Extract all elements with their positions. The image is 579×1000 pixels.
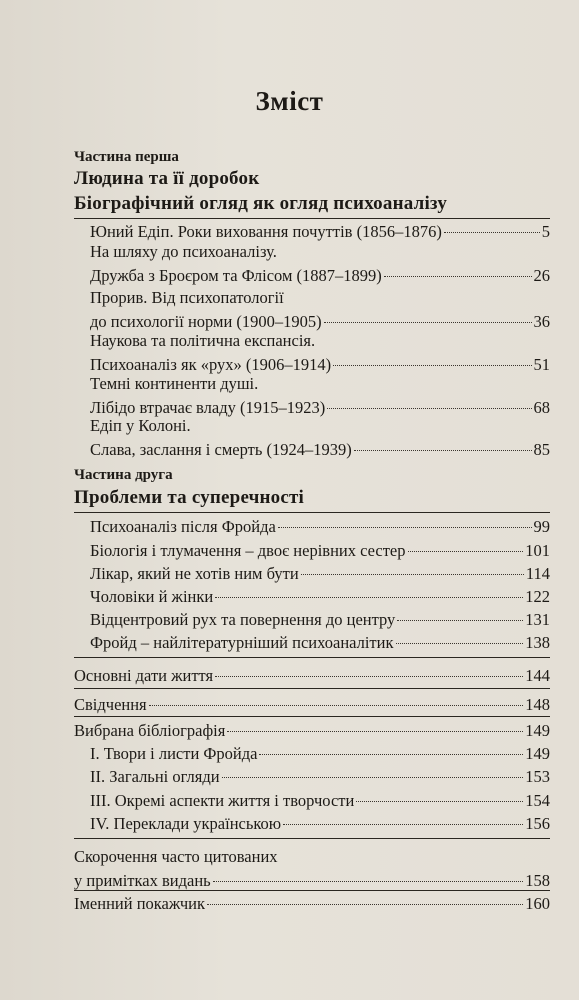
appendix-divider (74, 716, 550, 717)
dot-leader (227, 731, 523, 732)
toc-entry-title: Основні дати життя (74, 666, 214, 685)
toc-entry-bibliography[interactable] (74, 719, 550, 743)
toc-entry[interactable] (90, 515, 550, 539)
toc-entry-title: Чоловіки й жінки (90, 587, 214, 606)
toc-entry-title: Лікар, який не хотів ним бути (90, 564, 299, 583)
toc-entry-page: 148 (525, 695, 550, 714)
toc-entry-page: 153 (525, 767, 550, 786)
part1-subtitle: Біографічний огляд як огляд психоаналізу (74, 193, 448, 214)
toc-entry-page: 154 (525, 791, 550, 810)
toc-entry-page: 101 (525, 541, 550, 560)
toc-entry-title-line1: Наукова та політична експансія. (90, 331, 316, 350)
toc-entry-title: Юний Едіп. Роки виховання почуттів (1856–1876) (90, 222, 442, 241)
toc-entry-page: 158 (525, 871, 550, 890)
toc-entry-page: 26 (533, 266, 550, 285)
dot-leader (215, 597, 523, 598)
toc-entry-testimonies[interactable] (74, 693, 550, 717)
dot-leader (396, 643, 524, 644)
dot-leader (324, 322, 532, 323)
toc-entry-title: II. Загальні огляди (90, 767, 220, 786)
toc-entry-title-line2: Слава, заслання і смерть (1924–1939) (90, 440, 352, 459)
dot-leader (408, 551, 524, 552)
toc-entry-title: Відцентровий рух та повернення до центру (90, 610, 396, 629)
toc-entry-page: 114 (525, 564, 550, 583)
toc-entry-page: 131 (525, 610, 550, 629)
toc-entry[interactable] (90, 414, 550, 462)
toc-entry-title: Іменний покажчик (74, 894, 206, 913)
toc-entry[interactable] (90, 789, 550, 813)
dot-leader (215, 676, 523, 677)
toc-entry-title: III. Окремі аспекти життя і творчости (90, 791, 355, 810)
toc-entry[interactable] (90, 372, 550, 420)
toc-entry[interactable] (90, 539, 550, 563)
toc-entry[interactable] (90, 812, 550, 836)
toc-entry-title-line1: Скорочення часто цитованих (74, 847, 278, 866)
toc-entry-page: 156 (525, 814, 550, 833)
part2-title: Проблеми та суперечності (74, 487, 305, 508)
toc-entry[interactable] (90, 585, 550, 609)
toc-entry[interactable] (90, 742, 550, 766)
toc-entry[interactable] (90, 765, 550, 789)
toc-entry-title: Свідчення (74, 695, 147, 714)
toc-entry[interactable] (90, 240, 550, 288)
dot-leader (301, 574, 524, 575)
toc-entry[interactable] (90, 329, 550, 377)
toc-entry-title-line2: у примітках видань (74, 871, 211, 890)
toc-entry-title-line2: Лібідо втрачає владу (1915–1923) (90, 398, 326, 417)
appendix-divider (74, 838, 550, 839)
dot-leader (333, 365, 531, 366)
dot-leader (259, 754, 523, 755)
dot-leader (149, 705, 524, 706)
toc-entry-title-line1: Едіп у Колоні. (90, 416, 191, 435)
toc-entry-title-line2: Психоаналіз як «рух» (1906–1914) (90, 355, 332, 374)
toc-entry-page: 68 (533, 398, 550, 417)
toc-entry-page: 138 (525, 633, 550, 652)
toc-entry-abbreviations[interactable] (74, 845, 550, 893)
toc-entry-page: 85 (533, 440, 550, 459)
toc-entry-title-line1: На шляху до психоаналізу. (90, 242, 277, 261)
toc-entry-page: 5 (541, 222, 550, 241)
toc-entry-page: 160 (525, 894, 550, 913)
part2-label: Частина друга (74, 467, 173, 483)
page-title: Зміст (255, 86, 324, 116)
toc-entry-page: 122 (525, 587, 550, 606)
dot-leader (327, 408, 531, 409)
toc-entry-title: I. Твори і листи Фройда (90, 744, 258, 763)
toc-entry[interactable] (90, 631, 550, 655)
part2-divider (74, 512, 550, 513)
toc-entry-title-line1: Прорив. Від психопатології (90, 288, 284, 307)
dot-leader (283, 824, 523, 825)
toc-entry-title: Вибрана бібліографія (74, 721, 226, 740)
toc-entry-title-line2: до психології норми (1900–1905) (90, 312, 322, 331)
dot-leader (384, 276, 532, 277)
toc-entry-page: 144 (525, 666, 550, 685)
dot-leader (397, 620, 523, 621)
dot-leader (354, 450, 532, 451)
toc-entry-title: Біологія і тлумачення – двоє нерівних сестер (90, 541, 406, 560)
toc-entry[interactable] (90, 286, 550, 334)
toc-entry-page: 149 (525, 721, 550, 740)
toc-entry-title: IV. Переклади українською (90, 814, 282, 833)
dot-leader (213, 881, 524, 882)
appendix-divider (74, 890, 550, 891)
part1-title: Людина та її доробок (74, 168, 260, 189)
dot-leader (222, 777, 524, 778)
dot-leader (444, 232, 540, 233)
toc-entry-page: 149 (525, 744, 550, 763)
toc-entry-page: 99 (533, 517, 550, 536)
toc-entry-title: Фройд – найлітературніший психоаналітик (90, 633, 394, 652)
toc-entry-dates[interactable] (74, 664, 550, 688)
appendix-divider (74, 657, 550, 658)
dot-leader (207, 904, 523, 905)
toc-entry-page: 51 (533, 355, 550, 374)
toc-entry-title: Психоаналіз після Фройда (90, 517, 276, 536)
part1-label: Частина перша (74, 149, 179, 165)
appendix-divider (74, 688, 550, 689)
toc-entry-title-line1: Темні континенти душі. (90, 374, 259, 393)
toc-entry-index[interactable] (74, 892, 550, 916)
toc-entry-title-line2: Дружба з Броєром та Флісом (1887–1899) (90, 266, 382, 285)
dot-leader (278, 527, 532, 528)
toc-entry[interactable] (90, 608, 550, 632)
dot-leader (356, 801, 523, 802)
part1-divider (74, 218, 550, 219)
toc-entry[interactable] (90, 562, 550, 586)
toc-entry-page: 36 (533, 312, 550, 331)
